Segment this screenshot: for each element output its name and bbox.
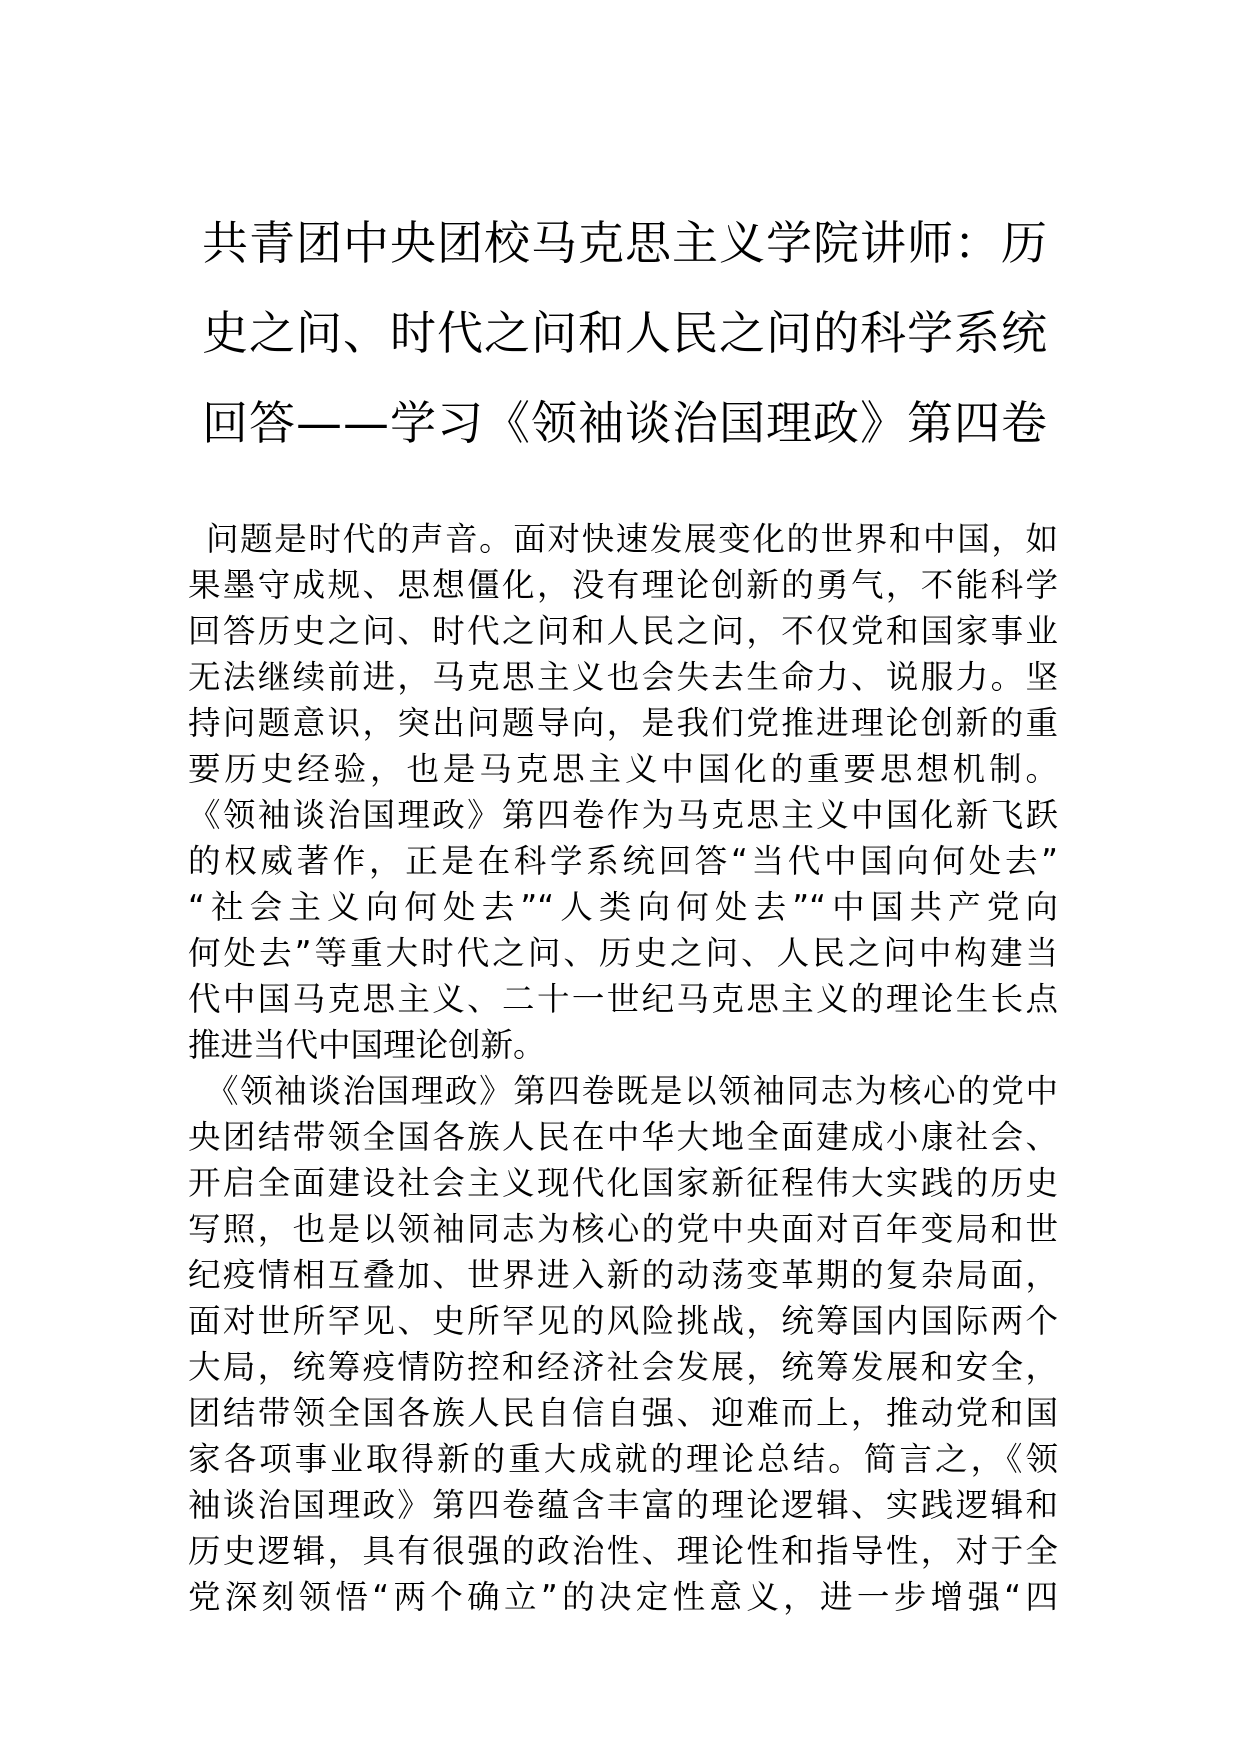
body-line: 写照，也是以领袖同志为核心的党中央面对百年变局和世	[188, 1210, 1058, 1248]
title-line-1: 共青团中央团校马克思主义学院讲师：历	[202, 216, 1048, 270]
title-line-3: 回答——学习《领袖谈治国理政》第四卷	[202, 396, 1048, 450]
body-line: 家各项事业取得新的重大成就的理论总结。简言之，《领	[188, 1440, 1058, 1478]
body-line: 历史逻辑，具有很强的政治性、理论性和指导性，对于全	[188, 1532, 1058, 1570]
body-line: 袖谈治国理政》第四卷蕴含丰富的理论逻辑、实践逻辑和	[188, 1486, 1058, 1524]
document-title	[190, 198, 1060, 468]
body-line: 何处去”等重大时代之问、历史之问、人民之问中构建当	[188, 934, 1058, 972]
body-line: 纪疫情相互叠加、世界进入新的动荡变革期的复杂局面，	[188, 1256, 1058, 1294]
document-body	[188, 516, 1058, 1620]
body-line: 果墨守成规、思想僵化，没有理论创新的勇气，不能科学	[188, 566, 1058, 604]
body-line: 党深刻领悟“两个确立”的决定性意义，进一步增强“四	[188, 1578, 1058, 1616]
body-line: 大局，统筹疫情防控和经济社会发展，统筹发展和安全，	[188, 1348, 1058, 1386]
body-line: 《领袖谈治国理政》第四卷作为马克思主义中国化新飞跃	[188, 796, 1058, 834]
body-line: 开启全面建设社会主义现代化国家新征程伟大实践的历史	[188, 1164, 1058, 1202]
body-line: 央团结带领全国各族人民在中华大地全面建成小康社会、	[188, 1118, 1058, 1156]
title-line-2: 史之问、时代之问和人民之问的科学系统	[202, 306, 1048, 360]
body-line: 面对世所罕见、史所罕见的风险挑战，统筹国内国际两个	[188, 1302, 1058, 1340]
body-line: “社会主义向何处去”“人类向何处去”“中国共产党向	[188, 888, 1058, 926]
body-line: 《领袖谈治国理政》第四卷既是以领袖同志为核心的党中	[206, 1072, 1058, 1110]
body-line: 代中国马克思主义、二十一世纪马克思主义的理论生长点	[188, 980, 1058, 1018]
body-line: 持问题意识，突出问题导向，是我们党推进理论创新的重	[188, 704, 1058, 742]
body-line: 问题是时代的声音。面对快速发展变化的世界和中国，如	[206, 520, 1058, 558]
body-line: 推进当代中国理论创新。	[188, 1026, 546, 1064]
body-line: 无法继续前进，马克思主义也会失去生命力、说服力。坚	[188, 658, 1058, 696]
body-line: 的权威著作，正是在科学系统回答“当代中国向何处去”	[188, 842, 1058, 880]
body-line: 团结带领全国各族人民自信自强、迎难而上，推动党和国	[188, 1394, 1058, 1432]
body-line: 回答历史之问、时代之问和人民之问，不仅党和国家事业	[188, 612, 1058, 650]
body-line: 要历史经验，也是马克思主义中国化的重要思想机制。	[188, 750, 1058, 788]
